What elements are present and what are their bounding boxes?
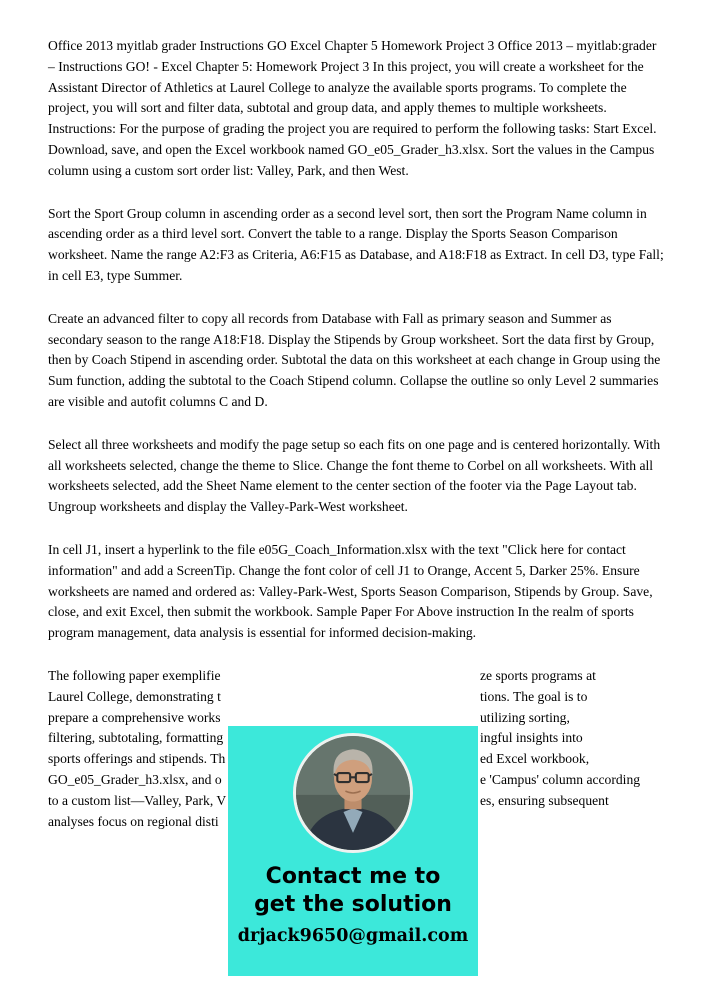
document-body	[48, 36, 664, 832]
avatar	[293, 733, 413, 853]
paragraph: Select all three worksheets and modify the page setup so each fits on one page and is centered horizontally. With all worksheets selected, change the theme to Slice. Change the font theme to Corbel on all worksheets. With all worksheets selected, add the Sheet Name element to the center section of the footer via the Page Layout tab. Ungroup worksheets and display the Valley-Park-West worksheet.	[48, 436, 661, 515]
text-fragment-right: ze sports programs at	[480, 667, 596, 683]
text-fragment-right: e 'Campus' column according	[480, 771, 641, 787]
paragraph: In cell J1, insert a hyperlink to the file e05G_Coach_Information.xlsx with the text "Click here for contact information" and add a ScreenTip. Change the font color of cell J1 to Orange, Accent 5, Darker 25%. Ensure worksheets are named and ordered as: Valley-Park-West, Sports Season Comparison, Stipends by Group. Save, close, and exit Excel, then submit the workbook. Sample Paper For Above instruction In the realm of sports program management, data analysis is essential for informed decision-making.	[48, 541, 653, 641]
obscured-line	[48, 687, 664, 708]
paragraph: Create an advanced filter to copy all records from Database with Fall as primary season and Summer as secondary season to the range A18:F18. Display the Stipends by Group worksheet. Sort the data first by Group, then by Coach Stipend in ascending order. Subtotal the data on this worksheet at each change in Group using the Sum function, adding the subtotal to the Coach Stipend column. Collapse the outline so only Level 2 summaries are visible and autofit columns C and D.	[48, 310, 661, 409]
text-fragment-right: utilizing sorting,	[480, 709, 570, 725]
paragraph: Office 2013 myitlab grader Instructions GO Excel Chapter 5 Homework Project 3 Office 2013 – myitlab:grader – Instructions GO! - Excel Chapter 5: Homework Project 3 In this project, you will create a worksheet for the Assistant Director of Athletics at Laurel College to analyze the available sports programs. To complete the project, you will sort and filter data, subtotal and group data, and apply themes to multiple worksheets. Instructions: For the purpose of grading the project you are required to perform the following tasks: Start Excel. Download, save, and open the Excel workbook named GO_e05_Grader_h3.xlsx. Sort the values in the Campus column using a custom sort order list: Valley, Park, and then West.	[48, 38, 657, 178]
text-fragment-left: Laurel College, demonstrating t	[48, 688, 221, 704]
text-fragment-left: to a custom list—Valley, Park, V	[48, 792, 227, 808]
text-fragment-right: es, ensuring subsequent	[480, 792, 609, 808]
text-fragment-right: ingful insights into	[480, 730, 583, 746]
text-fragment-right: ed Excel workbook,	[480, 751, 590, 767]
contact-heading-line2: get the solution	[254, 892, 452, 918]
obscured-line	[48, 666, 664, 687]
text-fragment-left: filtering, subtotaling, formatting	[48, 730, 224, 746]
contact-email: drjack9650@gmail.com	[237, 926, 469, 947]
text-fragment-left: GO_e05_Grader_h3.xlsx, and o	[48, 771, 222, 787]
text-fragment-left: sports offerings and stipends. Th	[48, 751, 226, 767]
text-fragment-right: tions. The goal is to	[480, 688, 588, 704]
text-fragment-left: analyses focus on regional disti	[48, 813, 219, 829]
paragraph: Sort the Sport Group column in ascending order as a second level sort, then sort the Program Name column in ascending order as a third level sort. Convert the table to a range. Display the Sports Season Comparison worksheet. Name the range A2:F3 as Criteria, A6:F15 as Database, and A18:F18 as Extract. In cell D3, type Fall; in cell E3, type Summer.	[48, 205, 664, 283]
contact-heading	[254, 863, 452, 919]
person-photo-icon	[296, 736, 410, 850]
text-fragment-left: The following paper exemplifie	[48, 667, 221, 683]
contact-heading-line1: Contact me to	[265, 864, 441, 889]
contact-banner	[228, 726, 478, 976]
text-fragment-left: prepare a comprehensive works	[48, 709, 221, 725]
